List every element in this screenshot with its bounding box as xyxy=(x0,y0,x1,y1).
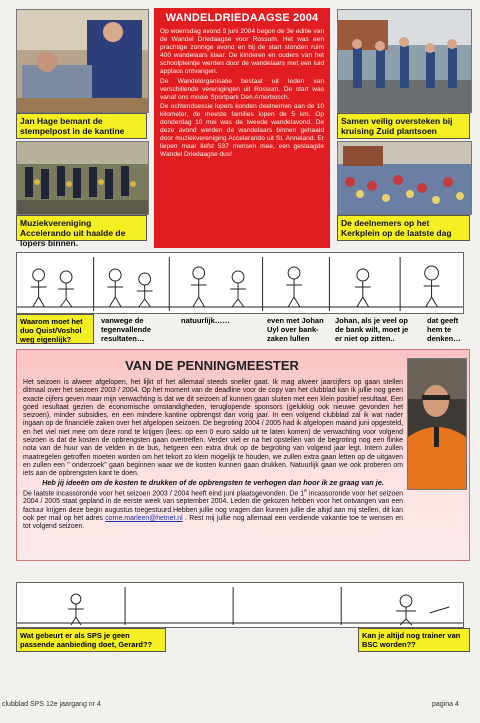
photo-stempelpost xyxy=(16,9,149,113)
comic1-bubble-1: Waarom moet het duo Quist/Voshol weg eigenlijk? xyxy=(16,314,94,344)
comic1-bubble-2: vanwege de tegenvallende resultaten… xyxy=(101,316,152,343)
email-link[interactable]: corne.marleen@hetnet.nl xyxy=(105,515,183,523)
penning-superscript: e xyxy=(304,487,307,494)
penningmeester-text xyxy=(23,379,403,532)
caption-top-right: Samen veilig oversteken bij kruising Zuid plantsoen xyxy=(337,113,470,139)
photo-muziekvereniging xyxy=(16,141,149,215)
article-paragraph-1: Op woensdag avond 9 juni 2004 begon de 3e editie van de Wandel Driedaagse voor Rossum. Het was een prachtige zonnige avond en bij de start stonden ruim 400 wandelaars klaar. De kinderen en ouders van het schoolpleintje werden door de wandelaars met een luid applaus ontvangen. xyxy=(160,28,324,76)
caption-bottom-right: De deelnemers op het Kerkplein op de laatste dag xyxy=(337,215,470,241)
comic2-bubble-1: Wat gebeurt er als SPS je geen passende aanbieding doet, Gerard?? xyxy=(16,628,166,652)
caption-top-left: Jan Hage bemant de stempelpost in de kantine xyxy=(16,113,147,139)
photo-oversteken xyxy=(337,9,472,113)
penning-question: Heb jij ideeën om de kosten te drukken of de opbrengsten te verhogen dan hoor ik ze graag van je. xyxy=(42,477,384,487)
penningmeester-section xyxy=(16,349,470,561)
article-paragraph-3: De ochtendsessie lopers konden deelnemen aan de 10 kilometer, de meeste families lopen de 5 km. Op donderdag 10 mei was de tweede wandelavond. De deze avond werden de wandelaars binnen gehaald door muziekvereniging Accelerando uit St. Anneland. Er liepen maar liefst 537 mensen mee, een geslaagde Wandel Driedaagse dus! xyxy=(160,102,324,159)
penning-p2-part-b: incassoronde voor het seizoen 2004 / 2005 staat gepland in de eerste week van september 2004. Leden die gekozen hebben voor het ontvangen van een factuur krijgen deze begin augustus toegestuurd.Hebben jullie nog vragen dan kunnen jullie die altijd aan mij stellen, dit kan ook per mail op het adres xyxy=(23,490,403,523)
comic1-bubble-5: Johan, als je veel op de bank wilt, moet je er niet op zitten.. xyxy=(335,316,409,343)
footer-right: pagina 4 xyxy=(432,701,459,708)
comic-strip-2 xyxy=(16,582,464,628)
wandeldriedaagse-article xyxy=(154,8,330,248)
penningmeester-title: VAN DE PENNINGMEESTER xyxy=(125,358,299,373)
photo-kerkplein xyxy=(337,141,472,215)
penning-p2-part-a: De laatste incassoronde voor het seizoen 2003 / 2004 heeft eind juni plaatsgevonden. De 1 xyxy=(23,490,305,498)
comic1-bubble-6: dat geeft hem te denken… xyxy=(427,316,461,343)
footer-left: clubblad SPS 12e jaargang nr 4 xyxy=(2,701,101,708)
comic2-bubble-2: Kan je altijd nog trainer van BSC worden?? xyxy=(358,628,470,652)
penning-paragraph-2 xyxy=(23,487,403,532)
photo-penningmeester xyxy=(407,358,467,490)
comic-strip-1 xyxy=(16,252,464,314)
article-title: WANDELDRIEDAAGSE 2004 xyxy=(165,12,319,24)
penning-paragraph-1: Het seizoen is alweer afgelopen, het lijkt of het allemaal steeds sneller gaat. Ik mag alweer jaarcijfers op gaan stellen ditmaal over het seizoen 2003 / 2004. Op het moment van de deadline voor de copy van het clubblad kan ik jullie nog geen exacte cijfers geven maar mijn verwachting is dat we dit seizoen af kunnen gaan sluiten met een klein positief resultaat. Een goed resultaat gezien de economische omstandigheden, teruglopende sponsors (gelukkig ook nieuwe gevonden het seizoen), minder subsidies, en een mindere kantine opbrengst dan vorig jaar. In een volgend clubblad zal ik wat nader ingaan op de financiële zaken over het afgelopen seizoen. De begroting 2004 / 2005 had ik afgelopen maand juni opgesteld, en het viel niet mee om deze rond te krijgen (lees: op een 0 euro saldo uit te laten komen) de verwachting voor volgend seizoen is dat de kosten de opbrengsten gaan overtreffen. Verder viel er na het opstellen van de begroting nog een flinke nota van de huur van de velden in de bus, hetgeen een extra druk op de begroting van volgend jaar legt. Intern zullen maatregelen getroffen moeten worden om het tekort zo klein mogelijk te houden, we zullen extra gaan letten op de uitgaven en zullen een " onderzoek" gaan beginnen waar we de kosten kunnen gaan drukken. Natuurlijk gaan we ook proberen om iets aan de opbrengsten kant te doen. xyxy=(23,379,403,478)
caption-bottom-left: Muziekvereniging Accelerando uit haalde de lopers binnen. xyxy=(16,215,147,241)
comic1-bubble-3: natuurlijk…… xyxy=(181,316,230,325)
article-paragraph-2: De Wandelorganisatie bestaat uit leden van verschillende verenigingen uit Rossum. De start was vanaf ons mooie Sportpark Den Amerbosch. xyxy=(160,77,324,101)
penning-p2-part-c: . Rest mij jullie nog allemaal een verdiende vakantie toe te wensen en tot volgend seizoen. xyxy=(23,515,403,531)
comic1-bubble-4: even met Johan Uyl over bank-zaken lullen xyxy=(267,316,324,343)
